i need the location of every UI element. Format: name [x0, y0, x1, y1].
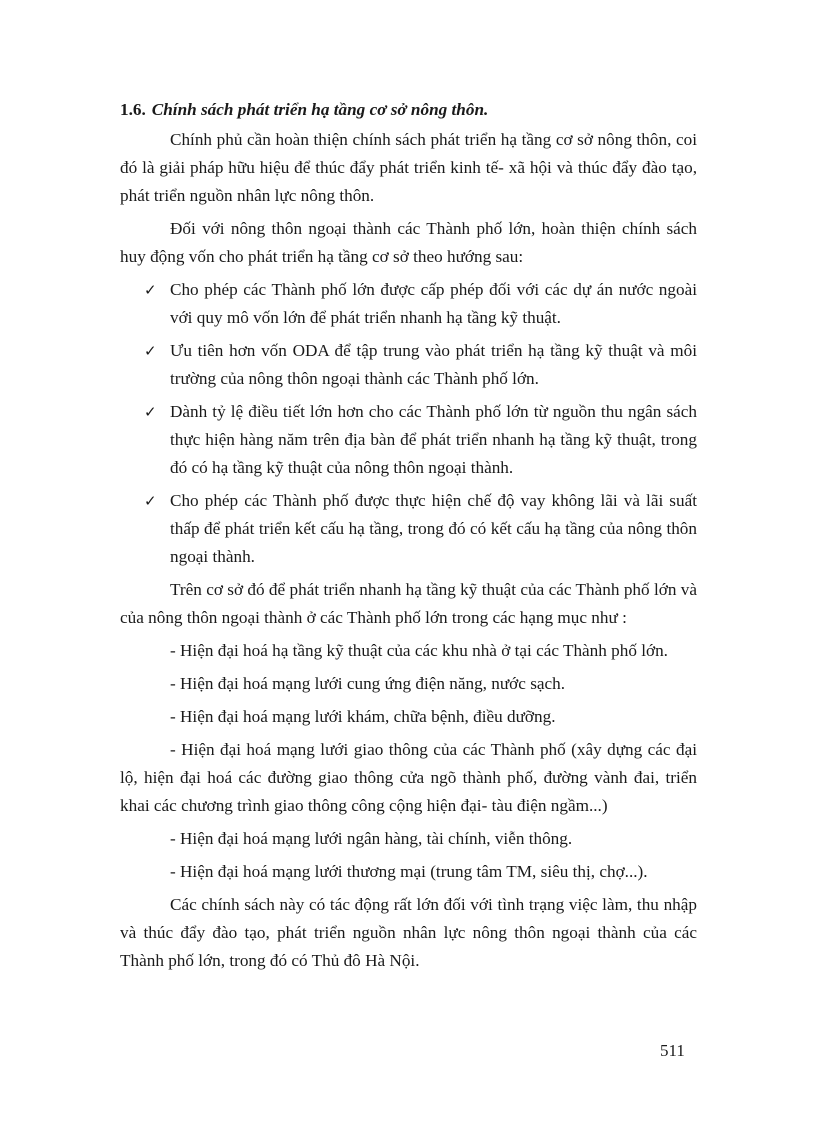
checklist-item-text: Dành tỷ lệ điều tiết lớn hơn cho các Thành phố lớn từ nguồn thu ngân sách thực hiện hàng năm trên địa bàn để phát triển nhanh hạ tầng kỹ thuật, trong đó có hạ tầng kỹ thuật của nông thôn ngoại thành. [170, 402, 697, 477]
section-heading [120, 96, 697, 124]
check-icon: ✓ [144, 492, 157, 510]
checklist-item [120, 337, 697, 393]
document-page [120, 96, 697, 980]
checklist-item-text: Cho phép các Thành phố lớn được cấp phép đối với các dự án nước ngoài với quy mô vốn lớn để phát triển nhanh hạ tầng kỹ thuật. [170, 280, 697, 327]
section-number: 1.6. [120, 100, 146, 119]
checklist-item [120, 398, 697, 482]
intro-paragraph-2: Đối với nông thôn ngoại thành các Thành phố lớn, hoàn thiện chính sách huy động vốn cho phát triển hạ tầng cơ sở theo hướng sau: [120, 219, 697, 266]
dash-list-item: - Hiện đại hoá mạng lưới giao thông của các Thành phố (xây dựng các đại lộ, hiện đại hoá các đường giao thông cửa ngõ thành phố, đường vành đai, triển khai các chương trình giao thông công cộng hiện đại- tàu điện ngầm...) [120, 740, 697, 815]
checklist-item [120, 276, 697, 332]
dash-list-item: - Hiện đại hoá mạng lưới cung ứng điện năng, nước sạch. [170, 674, 566, 693]
page-number: 511 [660, 1041, 685, 1060]
checklist-item [120, 487, 697, 571]
intro-paragraph-1: Chính phủ cần hoàn thiện chính sách phát triển hạ tầng cơ sở nông thôn, coi đó là giải pháp hữu hiệu để thúc đẩy phát triển kinh tế- xã hội và thúc đẩy đào tạo, phát triển nguồn nhân lực nông thôn. [120, 130, 697, 205]
check-icon: ✓ [144, 281, 157, 299]
section-title: Chính sách phát triển hạ tầng cơ sở nông thôn. [151, 100, 489, 119]
check-icon: ✓ [144, 403, 157, 421]
checklist-item-text: Cho phép các Thành phố được thực hiện chế độ vay không lãi và lãi suất thấp để phát triển kết cấu hạ tầng, trong đó có kết cấu hạ tầng của nông thôn ngoại thành. [170, 491, 697, 566]
closing-paragraph: Các chính sách này có tác động rất lớn đối với tình trạng việc làm, thu nhập và thúc đẩy đào tạo, phát triển nguồn nhân lực nông thôn ngoại thành của các Thành phố lớn, trong đó có Thủ đô Hà Nội. [120, 895, 697, 970]
middle-paragraph: Trên cơ sở đó để phát triển nhanh hạ tầng kỹ thuật của các Thành phố lớn và của nông thôn ngoại thành ở các Thành phố lớn trong các hạng mục như : [120, 580, 697, 627]
checklist-item-text: Ưu tiên hơn vốn ODA để tập trung vào phát triển hạ tầng kỹ thuật và môi trường của nông thôn ngoại thành các Thành phố lớn. [170, 341, 697, 388]
check-icon: ✓ [144, 342, 157, 360]
policy-checklist [120, 276, 697, 571]
dash-list-item: - Hiện đại hoá hạ tầng kỹ thuật của các khu nhà ở tại các Thành phố lớn. [170, 641, 668, 660]
dash-list-item: - Hiện đại hoá mạng lưới khám, chữa bệnh, điều dưỡng. [170, 707, 556, 726]
dash-list-item: - Hiện đại hoá mạng lưới ngân hàng, tài chính, viễn thông. [170, 829, 573, 848]
dash-list-item: - Hiện đại hoá mạng lưới thương mại (trung tâm TM, siêu thị, chợ...). [170, 862, 648, 881]
